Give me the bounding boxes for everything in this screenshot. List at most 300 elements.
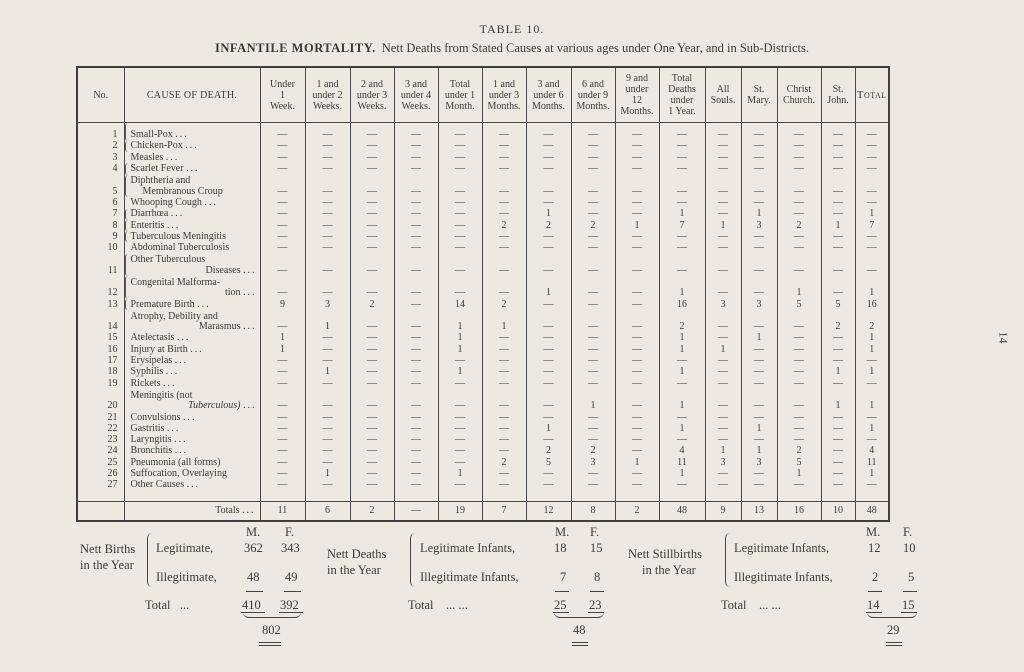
header-line: Souls. <box>710 95 736 106</box>
value-cell: — <box>777 242 821 253</box>
value-cell: — <box>821 344 855 355</box>
table-row <box>77 254 889 277</box>
value-cell: — <box>260 152 305 163</box>
value-cell: — <box>305 378 350 389</box>
value-cell: — <box>855 434 889 445</box>
value-cell: 16 <box>659 299 705 310</box>
value-cell: — <box>659 434 705 445</box>
value-cell: — <box>741 310 777 333</box>
deaths-legit-label: Legitimate Infants, <box>420 541 516 555</box>
value-cell: 1 <box>855 389 889 412</box>
value-cell: — <box>741 141 777 152</box>
header-line: 3 and <box>405 78 427 90</box>
value-cell: 7 <box>855 220 889 231</box>
births-illeg-f: 49 <box>285 570 298 584</box>
row-number: 19 <box>107 377 118 389</box>
table-row <box>77 152 889 163</box>
header-row <box>77 67 889 123</box>
cause-dots: ... <box>243 321 257 333</box>
value-cell: — <box>260 480 305 491</box>
value-cell: — <box>526 310 571 333</box>
value-cell: — <box>777 378 821 389</box>
value-cell: 1 <box>741 209 777 220</box>
value-cell: — <box>777 434 821 445</box>
value-cell: — <box>705 333 741 344</box>
header-cause: CAUSE OF DEATH. <box>124 67 260 123</box>
value-cell: — <box>615 123 659 141</box>
deaths-f-rule <box>590 591 604 592</box>
value-cell: 1 <box>438 468 482 479</box>
value-cell: — <box>438 389 482 412</box>
value-cell: — <box>705 310 741 333</box>
value-cell: — <box>438 378 482 389</box>
row-number: 15 <box>107 332 118 344</box>
header-line: under 2 <box>312 89 343 101</box>
value-cell: — <box>482 333 526 344</box>
cause-dots: ... <box>186 479 201 491</box>
value-cell: — <box>394 163 438 174</box>
header-line: under 3 <box>356 89 388 101</box>
deaths-grand-total: 48 <box>573 623 586 637</box>
value-cell: — <box>659 175 705 198</box>
row-number: 21 <box>107 411 118 423</box>
value-cell: — <box>260 446 305 457</box>
table-row <box>77 367 889 378</box>
value-cell: — <box>705 423 741 434</box>
value-cell: — <box>741 254 777 277</box>
value-cell: — <box>526 344 571 355</box>
value-cell: — <box>615 152 659 163</box>
value-cell: 1 <box>438 333 482 344</box>
value-cell: — <box>482 276 526 299</box>
cause-text-line-2 <box>131 187 259 198</box>
cause-of-death <box>124 299 260 310</box>
value-cell: 1 <box>741 446 777 457</box>
cause-of-death <box>124 220 260 231</box>
bracket-mark <box>125 276 130 299</box>
stillbirths-total-text: Total <box>721 598 747 612</box>
value-cell: 1 <box>855 209 889 220</box>
births-heading <box>80 541 150 573</box>
value-cell: — <box>438 254 482 277</box>
value-cell: — <box>438 480 482 491</box>
header-1-2-weeks <box>305 67 350 123</box>
value-cell: — <box>260 123 305 141</box>
row-number: 8 <box>112 219 118 231</box>
value-cell: — <box>615 141 659 152</box>
table-row <box>77 141 889 152</box>
value-cell: — <box>705 254 741 277</box>
value-cell: — <box>526 378 571 389</box>
value-cell: 4 <box>855 446 889 457</box>
cause-text: Diarrhœa <box>130 208 169 220</box>
value-cell: — <box>350 123 394 141</box>
bracket-mark <box>125 299 130 310</box>
deaths-illeg-label: Illegitimate Infants, <box>420 570 519 584</box>
stillbirths-legit-label: Legitimate Infants, <box>734 541 830 555</box>
value-cell: — <box>394 468 438 479</box>
value-cell: — <box>350 446 394 457</box>
cause-text-line-2-text: Tuberculous) <box>188 400 241 412</box>
stillbirths-heading-line-2: in the Year <box>642 563 696 577</box>
cause-of-death <box>124 175 260 198</box>
totals-cell: 48 <box>855 502 889 522</box>
value-cell: — <box>526 355 571 366</box>
value-cell: — <box>821 209 855 220</box>
cause-text: Injury at Birth <box>130 344 188 355</box>
value-cell: — <box>615 254 659 277</box>
value-cell: — <box>482 175 526 198</box>
deaths-illeg-f: 8 <box>594 570 601 584</box>
value-cell: — <box>350 276 394 299</box>
header-line: 9 and <box>626 73 648 84</box>
stillbirths-total-label <box>721 598 781 613</box>
value-cell: 3 <box>305 299 350 310</box>
table-row <box>77 175 889 198</box>
value-cell: 3 <box>705 457 741 468</box>
value-cell: 2 <box>482 299 526 310</box>
cause-of-death <box>124 480 260 491</box>
value-cell: — <box>394 299 438 310</box>
value-cell: — <box>394 175 438 198</box>
births-grand-total: 802 <box>262 623 281 637</box>
value-cell: — <box>438 123 482 141</box>
value-cell: — <box>705 434 741 445</box>
value-cell: — <box>394 231 438 242</box>
value-cell: — <box>305 220 350 231</box>
mortality-table <box>76 66 890 522</box>
value-cell: — <box>305 333 350 344</box>
value-cell: — <box>741 152 777 163</box>
totals-cell: 8 <box>571 502 615 522</box>
births-illeg-m: 48 <box>247 570 260 584</box>
totals-cell: 16 <box>777 502 821 522</box>
table-row <box>77 355 889 366</box>
value-cell: — <box>741 276 777 299</box>
header-line: Months. <box>576 100 610 112</box>
value-cell: — <box>260 412 305 423</box>
value-cell: — <box>260 367 305 378</box>
deaths-brace <box>410 533 417 587</box>
cause-of-death <box>124 446 260 457</box>
deaths-heading-line-2: in the Year <box>327 563 381 577</box>
cause-text: Atelectasis <box>130 332 175 344</box>
value-cell: 1 <box>855 367 889 378</box>
value-cell: — <box>821 468 855 479</box>
header-line: 12 <box>632 95 642 106</box>
value-cell: — <box>438 423 482 434</box>
value-cell: — <box>615 434 659 445</box>
value-cell: 5 <box>777 299 821 310</box>
births-illeg-label: Illegitimate, <box>156 570 217 584</box>
value-cell: — <box>615 209 659 220</box>
value-cell: — <box>482 355 526 366</box>
value-cell: — <box>821 446 855 457</box>
value-cell: — <box>260 242 305 253</box>
stillbirths-double-rule <box>886 642 902 646</box>
value-cell: 1 <box>777 468 821 479</box>
value-cell: — <box>305 355 350 366</box>
header-line: Church. <box>783 95 815 106</box>
spacer-cell <box>124 491 260 502</box>
value-cell: — <box>394 242 438 253</box>
value-cell: 1 <box>659 276 705 299</box>
value-cell: — <box>394 333 438 344</box>
value-cell: — <box>260 231 305 242</box>
cause-text-line-2 <box>131 322 259 333</box>
stillbirths-grand-total: 29 <box>887 623 900 637</box>
cause-dots: ... <box>165 152 180 163</box>
value-cell: — <box>821 123 855 141</box>
value-cell: 2 <box>350 299 394 310</box>
value-cell: — <box>855 123 889 141</box>
value-cell: — <box>777 175 821 198</box>
births-f-rule <box>284 591 301 592</box>
value-cell: — <box>260 163 305 174</box>
cause-dots: ... <box>190 344 204 355</box>
value-cell: — <box>571 209 615 220</box>
value-cell: 2 <box>777 446 821 457</box>
value-cell: 1 <box>659 389 705 412</box>
cause-of-death <box>124 310 260 333</box>
value-cell: — <box>350 141 394 152</box>
cause-dots: ... <box>243 287 257 299</box>
value-cell: — <box>394 434 438 445</box>
spacer-cell <box>526 491 571 502</box>
row-number: 17 <box>107 355 118 367</box>
bracket-mark <box>125 141 130 152</box>
row-number: 13 <box>107 298 118 310</box>
value-cell: — <box>438 175 482 198</box>
value-cell: — <box>305 163 350 174</box>
value-cell: 1 <box>741 333 777 344</box>
value-cell: — <box>659 378 705 389</box>
deaths-total-m: 25 <box>554 598 567 612</box>
value-cell: — <box>705 367 741 378</box>
value-cell: — <box>571 333 615 344</box>
cause-dots: ... <box>174 434 188 446</box>
header-line: Week. <box>269 100 295 112</box>
value-cell: — <box>526 299 571 310</box>
value-cell: — <box>350 209 394 220</box>
value-cell: 1 <box>821 389 855 412</box>
value-cell: — <box>571 254 615 277</box>
stillbirths-legit-f: 10 <box>903 541 916 555</box>
value-cell: — <box>260 310 305 333</box>
value-cell: — <box>394 310 438 333</box>
value-cell: — <box>438 163 482 174</box>
value-cell: — <box>615 412 659 423</box>
value-cell: — <box>571 468 615 479</box>
value-cell: — <box>350 242 394 253</box>
value-cell: — <box>615 231 659 242</box>
value-cell: — <box>777 123 821 141</box>
births-total-dots: ... <box>179 598 190 612</box>
stillbirths-legit-m: 12 <box>868 541 881 555</box>
value-cell: 2 <box>571 220 615 231</box>
spacer-cell <box>855 491 889 502</box>
row-number: 11 <box>107 264 118 276</box>
value-cell: — <box>821 141 855 152</box>
value-cell: 1 <box>438 367 482 378</box>
births-heading-line-2: in the Year <box>80 558 134 572</box>
value-cell: — <box>705 242 741 253</box>
value-cell: — <box>260 457 305 468</box>
table-row <box>77 412 889 423</box>
cause-text: Other Causes <box>130 479 185 491</box>
cause-of-death <box>124 276 260 299</box>
value-cell: — <box>855 141 889 152</box>
totals-cell: 7 <box>482 502 526 522</box>
value-cell: — <box>438 434 482 445</box>
value-cell: — <box>615 355 659 366</box>
value-cell: 2 <box>526 220 571 231</box>
totals-label-text: Totals <box>215 504 240 516</box>
row-number: 20 <box>107 400 118 412</box>
header-line: under 6 <box>533 89 564 101</box>
value-cell: 3 <box>741 299 777 310</box>
value-cell: — <box>741 123 777 141</box>
row-number: 23 <box>107 434 118 446</box>
value-cell: 1 <box>855 333 889 344</box>
value-cell: — <box>659 355 705 366</box>
value-cell: — <box>350 163 394 174</box>
header-st-john <box>821 67 855 123</box>
header-3-4-weeks <box>394 67 438 123</box>
value-cell: — <box>705 197 741 208</box>
value-cell: 1 <box>526 423 571 434</box>
value-cell: — <box>526 468 571 479</box>
value-cell: — <box>350 378 394 389</box>
header-6-9-months <box>571 67 615 123</box>
header-line: 2 and <box>361 78 383 90</box>
value-cell: — <box>777 367 821 378</box>
cause-of-death <box>124 457 260 468</box>
value-cell: — <box>615 163 659 174</box>
row-number: 16 <box>107 343 118 355</box>
value-cell: 1 <box>438 310 482 333</box>
table-row <box>77 333 889 344</box>
header-line: 1 and <box>316 78 339 90</box>
value-cell: 1 <box>305 468 350 479</box>
value-cell: — <box>659 152 705 163</box>
value-cell: — <box>394 367 438 378</box>
header-st-mary <box>741 67 777 123</box>
totals-blank <box>77 502 124 522</box>
value-cell: — <box>705 209 741 220</box>
row-number: 9 <box>112 230 118 242</box>
table-row <box>77 344 889 355</box>
value-cell: — <box>659 254 705 277</box>
value-cell: — <box>526 254 571 277</box>
value-cell: — <box>305 480 350 491</box>
value-cell: — <box>482 480 526 491</box>
value-cell: 9 <box>260 299 305 310</box>
page-number: 14 <box>996 331 1011 344</box>
table-row <box>77 446 889 457</box>
value-cell: — <box>777 141 821 152</box>
deaths-total-dots: ... ... <box>446 598 468 612</box>
cause-of-death <box>124 197 260 208</box>
value-cell: — <box>482 242 526 253</box>
cause-text-line-1: Diphtheria and <box>130 175 191 187</box>
row-number: 25 <box>107 456 118 468</box>
cause-text: Suffocation, Overlaying <box>130 468 227 480</box>
spacer-cell <box>659 491 705 502</box>
cause-of-death <box>124 412 260 423</box>
value-cell: 3 <box>741 220 777 231</box>
value-cell: — <box>821 175 855 198</box>
value-cell: — <box>482 231 526 242</box>
cause-of-death <box>124 231 260 242</box>
stillbirths-illeg-label: Illegitimate Infants, <box>734 570 833 584</box>
totals-cell: 11 <box>260 502 305 522</box>
value-cell: 1 <box>659 468 705 479</box>
births-heading-line-1: Nett Births <box>80 542 136 556</box>
totals-cell: 19 <box>438 502 482 522</box>
value-cell: — <box>394 220 438 231</box>
cause-text-line-2 <box>131 288 259 299</box>
value-cell: — <box>482 389 526 412</box>
header-line: Months. <box>531 100 566 112</box>
value-cell: — <box>615 468 659 479</box>
births-m-rule <box>246 591 263 592</box>
value-cell: 2 <box>821 310 855 333</box>
value-cell: 1 <box>855 276 889 299</box>
header-line: 1 <box>280 89 285 101</box>
value-cell: — <box>350 175 394 198</box>
value-cell: 2 <box>571 446 615 457</box>
value-cell: — <box>615 276 659 299</box>
value-cell: — <box>260 197 305 208</box>
value-cell: — <box>350 152 394 163</box>
cause-of-death <box>124 209 260 220</box>
value-cell: — <box>350 333 394 344</box>
value-cell: — <box>855 152 889 163</box>
value-cell: 1 <box>659 423 705 434</box>
header-line: Under <box>270 78 295 90</box>
value-cell: — <box>659 242 705 253</box>
cause-text: Tuberculous Meningitis <box>130 231 226 242</box>
value-cell: — <box>615 197 659 208</box>
value-cell: — <box>526 152 571 163</box>
value-cell: 1 <box>855 468 889 479</box>
value-cell: — <box>438 446 482 457</box>
cause-text-line-1: Congenital Malforma- <box>130 276 221 288</box>
value-cell: — <box>777 152 821 163</box>
value-cell: — <box>705 163 741 174</box>
header-line: John. <box>827 95 849 106</box>
deaths-total-f: 23 <box>589 598 602 612</box>
row-number: 22 <box>107 422 118 434</box>
spacer-cell <box>741 491 777 502</box>
header-line: 1 and <box>493 78 515 90</box>
value-cell: — <box>260 175 305 198</box>
value-cell: — <box>526 480 571 491</box>
value-cell: — <box>659 141 705 152</box>
value-cell: — <box>394 344 438 355</box>
value-cell: 1 <box>777 276 821 299</box>
cause-text: Rickets <box>130 377 161 389</box>
value-cell: — <box>526 141 571 152</box>
cause-of-death <box>124 389 260 412</box>
value-cell: — <box>571 242 615 253</box>
value-cell: 1 <box>260 333 305 344</box>
table-row <box>77 276 889 299</box>
value-cell: — <box>260 423 305 434</box>
table-row <box>77 299 889 310</box>
value-cell: — <box>571 123 615 141</box>
